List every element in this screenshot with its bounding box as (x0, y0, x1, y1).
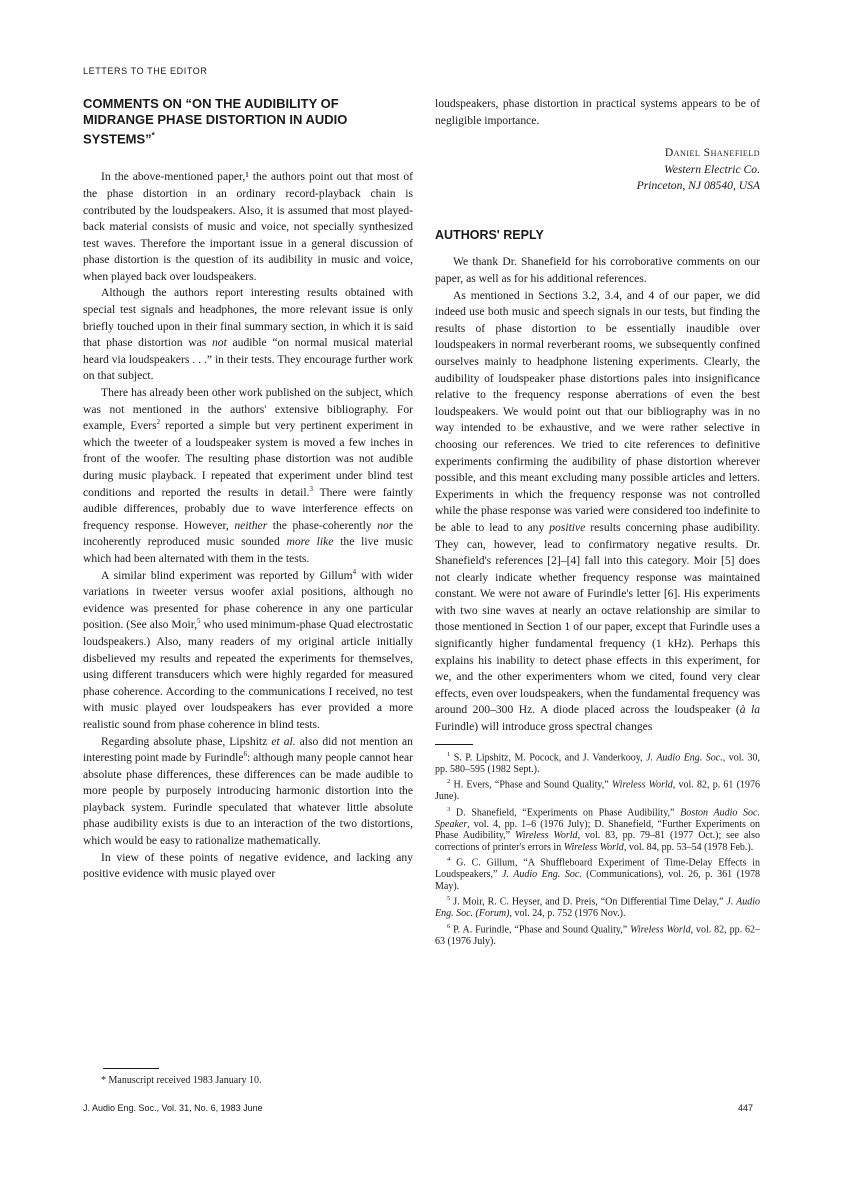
emphasis: Boston Audio Soc. Speaker (435, 806, 760, 830)
text-span: Although the authors report interesting results obtained with special test signals and headphones, the more relevant issue is only briefly touched upon in their final summary section, in which it is said that phase distortion was (83, 286, 413, 350)
footnote-6 (435, 921, 760, 948)
emphasis: et al. (271, 734, 296, 748)
footnote-number: 6 (447, 922, 451, 930)
letter-paragraph-6-continued: loudspeakers, phase distortion in practical systems appears to be of negligible importance. (435, 97, 760, 127)
text-span: J. Moir, R. C. Heyser, and D. Preis, “On Differential Time Delay,” (450, 896, 727, 908)
emphasis: positive (549, 520, 586, 534)
left-column (83, 96, 413, 883)
emphasis: nor (377, 518, 394, 532)
letter-paragraph-6: In view of these points of negative evidence, and lacking any positive evidence with music played over (83, 850, 413, 881)
article-title (83, 96, 413, 147)
text-span: the phase-coherently (267, 518, 378, 532)
text-span: (Communications), vol. 26, p. 361 (1978 May). (435, 869, 760, 892)
text-span: : although many people cannot hear absolute phase differences, these differences can be made audible to more people by purposely introducing harmonic distortion into the playback system. Furindle speculated that whatever little absolute phase audibility exists is due to an interaction of the two distortions, which would be easy to rationalize mathematically. (83, 751, 413, 848)
footnote-4 (435, 854, 760, 892)
journal-citation-footer: J. Audio Eng. Soc., Vol. 31, No. 6, 1983 June (83, 1103, 263, 1113)
text-span: , vol. 82, p. 61 (1976 June). (435, 779, 760, 803)
text-span: Furindle) will introduce gross spectral changes (435, 720, 653, 734)
letter-paragraph-3 (83, 385, 413, 568)
title-footnote-marker: * (151, 131, 155, 140)
footnote-number: 2 (447, 778, 451, 786)
reply-paragraph-1: We thank Dr. Shanefield for his corroborative comments on our paper, as well as for his additional references. (435, 255, 760, 285)
text-span: , vol. 30, pp. 580–595 (1982 Sept.). (435, 751, 760, 775)
footnote-rule (435, 744, 473, 745)
text-span: with wider variations in tweeter versus woofer axial positions, although no evidence was presented for phase coherence in any one particular position. (See also Moir, (83, 568, 413, 632)
reply-paragraph-2 (435, 288, 760, 736)
emphasis: Wireless World (630, 924, 691, 936)
text-span: who used minimum-phase Quad electrostatic loudspeakers.) Also, many readers of my original article initially disbelieved my results and repeated the experiments for themselves, using different transducers which were highly regarded for measured phase coherence. According to the communications I received, no test with music played over loudspeakers has ever provided a more realistic sound from phase coherence in blind tests. (83, 618, 413, 731)
footnote-2 (435, 776, 760, 803)
text-span: A similar blind experiment was reported by Gillum (101, 568, 353, 582)
text-span: the incoherently reproduced music sounded (83, 518, 414, 549)
text-span: , vol. 84, pp. 53–54 (1978 Feb.). (623, 841, 754, 853)
title-text: COMMENTS ON “ON THE AUDIBILITY OF MIDRANGE PHASE DISTORTION IN AUDIO SYSTEMS” (83, 96, 348, 147)
letter-paragraph-5 (83, 734, 413, 850)
emphasis: neither (234, 518, 268, 532)
text-span: reported a simple but very pertinent experiment in which the tweeter of a loudspeaker system is moved a few inches in front of the woofer. The resulting phase distortion was not audible during music playback. I repeated that experiment under blind test conditions and reported the results in detail. (83, 419, 413, 499)
text-span: P. A. Furindle, “Phase and Sound Quality,” (450, 924, 631, 936)
emphasis: Wireless World (515, 830, 578, 842)
text-span: There were faintly audible differences, probably due to wave interference effects on frequency response. However, (83, 485, 413, 532)
letter-paragraph-1: In the above-mentioned paper,¹ the authors point out that most of the phase distortion in an ordinary record-playback chain is contributed by the loudspeakers. Also, it is assumed that most played-back material consists of music and voice, not specially synthesized test waves. Therefore the important issue in a general discussion of phase distortion is the question of its audibility in music and voice, when played back over loudspeakers. (83, 170, 413, 283)
letter-paragraph-2 (83, 285, 413, 385)
text-span: also did not mention an interesting point made by Furindle (83, 734, 413, 765)
signature-organization: Western Electric Co. (664, 162, 760, 176)
footnote-3 (435, 804, 760, 854)
text-span: G. C. Gillum, “A Shuffleboard Experiment of Time-Delay Effects in Loudspeakers,” (435, 857, 760, 881)
emphasis: J. Audio Eng. Soc. (Forum) (435, 896, 760, 920)
text-span: the live music which had been alternated with them in the tests. (83, 535, 413, 565)
footnote-number: 3 (447, 805, 451, 813)
emphasis: à la (739, 703, 760, 717)
signature-place: Princeton, NJ 08540, USA (636, 179, 760, 192)
text-span: D. Shanefield, “Experiments on Phase Audibility,” (450, 806, 681, 818)
emphasis: not (212, 336, 227, 350)
right-column (435, 96, 760, 949)
letter-signature (435, 145, 760, 194)
footnote-number: 1 (447, 750, 451, 758)
signature-name: Daniel Shanefield (664, 146, 760, 160)
emphasis: J. Audio Eng. Soc. (502, 869, 582, 881)
emphasis: Wireless World (563, 841, 624, 853)
footnote-5 (435, 893, 760, 920)
letter-paragraph-4 (83, 568, 413, 734)
text-span: , vol. 4, pp. 1–6 (1976 July); D. Shanefield, “Further Experiments on Phase Audibility,” (435, 818, 760, 842)
text-span: H. Evers, “Phase and Sound Quality,” (450, 779, 612, 791)
footnote-ref: 2 (156, 418, 161, 427)
text-span: , vol. 83, pp. 79–81 (1977 Oct.); see also corrections of printer's errors in (435, 830, 760, 853)
text-span: There has already been other work published on the subject, which was not mentioned in the authors' extensive bibliography. For example, Evers (83, 386, 413, 433)
text-span: , vol. 82, pp. 62–63 (1976 July). (435, 924, 761, 947)
footnote-ref: 3 (309, 484, 314, 493)
footnote-ref: 4 (352, 567, 357, 576)
footnotes (435, 749, 760, 948)
title-footnote (83, 1068, 413, 1086)
footnote-ref: 6 (243, 750, 247, 759)
footnote-rule (103, 1068, 159, 1069)
footnote-number: 5 (447, 895, 451, 903)
manuscript-received-note: * Manuscript received 1983 January 10. (101, 1075, 262, 1086)
footnote-1 (435, 749, 760, 776)
footnote-number: 4 (447, 856, 451, 864)
running-head: LETTERS TO THE EDITOR (83, 66, 208, 76)
authors-reply-heading: AUTHORS' REPLY (435, 228, 544, 243)
emphasis: J. Audio Eng. Soc. (646, 751, 723, 763)
emphasis: more like (286, 535, 334, 549)
text-span: results concerning phase audibility. They can, however, lead to confirmatory negative results. Dr. Shanefield's references [2]–[4] fall into this category. Moir [5] does not clearly indicate whether frequency response was maintained constant. We were not aware of Furindle's letter [6]. His experiments with two sine waves at nearly an octave relationship are similar to those mentioned in Section 1 of our paper, except that Furindle uses a significantly higher fundamental frequency (1 kHz). Perhaps this explains his inability to detect phase effects in this experiment, for we, and the other experimenters whom we cited, found very clear effects, even over loudspeakers, when the fundamental frequency was around 200–300 Hz. A diode placed across the loudspeaker ( (435, 520, 760, 717)
footnote-ref: 5 (197, 617, 201, 626)
text-span: Regarding absolute phase, Lipshitz (101, 734, 272, 748)
text-span: , vol. 24, p. 752 (1976 Nov.). (509, 908, 626, 920)
text-span: audible “on normal musical material heard via loudspeakers . . .” in their tests. They encourage further work on that subject. (83, 336, 413, 383)
text-span: As mentioned in Sections 3.2, 3.4, and 4 of our paper, we did indeed use both music and speech signals in our tests, but finding the results of phase distortion to be essentially inaudible over loudspeakers in normal reverberant rooms, we subsequently confined ourselves mainly to headphone listening experiments. Clearly, the audibility of loudspeaker phase distortions pales into insignificance relative to the frequency response aberrations of even the best loudspeakers. We would point out that our bibliography was in no way intended to be exhaustive, and we were rather selective in choosing our references. We tried to cite references to definitive experiments confirming the audibility of phase distortion wherever possible, and this meant excluding many possible articles and letters. Experiments in which the frequency response was not controlled while the phase response was varied were considered too indefinite to be able to lead to any (435, 288, 760, 534)
text-span: S. P. Lipshitz, M. Pocock, and J. Vanderkooy, (450, 751, 647, 763)
emphasis: Wireless World (611, 779, 673, 791)
page-number: 447 (738, 1103, 754, 1113)
